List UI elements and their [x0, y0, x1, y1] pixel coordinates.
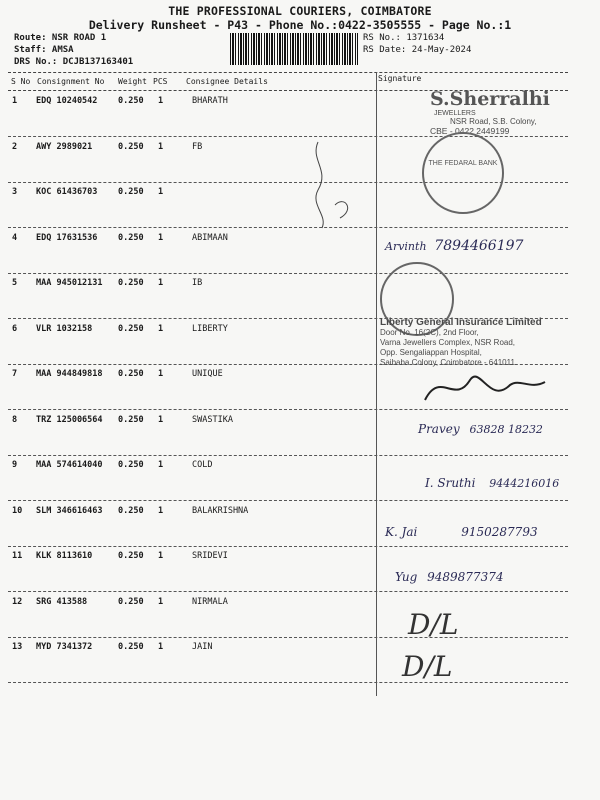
row-weight: 0.250 [118, 232, 144, 243]
row-consignment-no: KOC 61436703 [36, 187, 98, 197]
row-consignment-no: SLM 346616463 [36, 505, 103, 516]
signature-row11: Yug 9489877374 [395, 570, 504, 584]
signature-row7 [420, 360, 550, 420]
row-sno: 1 [12, 96, 18, 106]
row-sno: 10 [12, 505, 23, 516]
row-consignee: BHARATH [192, 96, 228, 106]
row-consignee: LIBERTY [192, 323, 228, 334]
row-consignee: ABIMAAN [192, 232, 228, 243]
row-weight: 0.250 [118, 460, 144, 470]
row11-phone: 9489877374 [427, 570, 504, 584]
row-separator [8, 682, 568, 683]
table-row [8, 593, 568, 638]
company-title: THE PROFESSIONAL COURIERS, COIMBATORE [168, 4, 432, 18]
row-weight: 0.250 [118, 323, 144, 334]
liberty-line2: Varna Jewellers Complex, NSR Road, [380, 338, 516, 347]
row-weight: 0.250 [118, 414, 144, 425]
jewellers-phone: CBE - 0422 2449199 [430, 126, 510, 136]
row10-phone: 9150287793 [461, 525, 538, 539]
row-consignment-no: EDQ 17631536 [36, 232, 98, 243]
row-pcs: 1 [158, 505, 164, 516]
row-consignee: BALAKRISHNA [192, 505, 249, 516]
row-consignment-no: MYD 7341372 [36, 642, 93, 652]
route-label: Route: NSR ROAD 1 [14, 33, 107, 43]
liberty-line3: Opp. Sengaliappan Hospital, [380, 348, 482, 357]
liberty-title: Liberty General Insurance Limited [380, 317, 542, 328]
row-consignment-no: MAA 574614040 [36, 460, 103, 470]
header-top-rule [8, 72, 568, 73]
row-weight: 0.250 [118, 96, 144, 106]
row4-phone: 7894466197 [434, 238, 524, 254]
row-sno: 8 [12, 414, 18, 425]
table-row [8, 274, 568, 319]
row-consignment-no: KLK 8113610 [36, 551, 93, 561]
liberty-line1: Door No. 16(2C), 2nd Floor, [380, 328, 479, 337]
col-head-signature: Signature [378, 74, 422, 83]
row-pcs: 1 [158, 232, 164, 243]
row-sno: 13 [12, 642, 23, 652]
signature-row8: Pravey 63828 18232 [418, 422, 543, 436]
meta-right [363, 32, 471, 56]
row-pcs: 1 [158, 460, 164, 470]
row-sno: 6 [12, 323, 18, 334]
row-consignee: COLD [192, 460, 213, 470]
row-consignment-no: MAA 945012131 [36, 278, 103, 288]
row-pcs: 1 [158, 596, 164, 607]
signature-row13: D/L [402, 650, 453, 683]
row-consignment-no: MAA 944849818 [36, 369, 103, 379]
bank-seal [422, 132, 504, 214]
row-weight: 0.250 [118, 596, 144, 607]
row-sno: 9 [12, 460, 18, 470]
col-head-weight: Weight [118, 77, 147, 86]
row-consignee: SRIDEVI [192, 551, 228, 561]
rs-no: RS No.: 1371634 [363, 33, 445, 43]
col-head-consignment: Consignment No [37, 77, 105, 86]
row-consignee: FB [192, 141, 203, 152]
jewellers-sub: JEWELLERS [434, 110, 476, 117]
row-sno: 4 [12, 232, 18, 243]
barcode [230, 33, 358, 65]
row-weight: 0.250 [118, 141, 144, 152]
row-sno: 11 [12, 551, 23, 561]
row-weight: 0.250 [118, 278, 144, 288]
row-pcs: 1 [158, 642, 164, 652]
liberty-line4: Saibaba Colony, Coimbatore - 641011 [380, 358, 515, 367]
runsheet-subtitle: Delivery Runsheet - P43 - Phone No.:0422-3505555 - Page No.:1 [88, 18, 512, 32]
signature-row12: D/L [408, 608, 459, 641]
row-consignment-no: SRG 413588 [36, 596, 88, 607]
table-row [8, 502, 568, 547]
row-consignee: UNIQUE [192, 369, 223, 379]
drs-label: DRS No.: DCJB137163401 [14, 57, 134, 67]
jewellers-name: S.Sherralhi [430, 88, 550, 110]
row-pcs: 1 [158, 369, 164, 379]
row-consignment-no: VLR 1032158 [36, 323, 93, 334]
col-head-pcs: PCS [153, 77, 168, 86]
row-pcs: 1 [158, 278, 164, 288]
row-weight: 0.250 [118, 369, 144, 379]
row-sno: 5 [12, 278, 18, 288]
row8-phone: 63828 18232 [469, 423, 543, 436]
row-pcs: 1 [158, 414, 164, 425]
row-consignment-no: AWY 2989021 [36, 141, 93, 152]
row-consignee: NIRMALA [192, 596, 228, 607]
table-row [8, 638, 568, 683]
row-pcs: 1 [158, 96, 164, 106]
row-sno: 12 [12, 596, 23, 607]
row-weight: 0.250 [118, 642, 144, 652]
col-head-consignee: Consignee Details [186, 77, 268, 86]
jewellers-address: NSR Road, S.B. Colony, [450, 117, 537, 126]
row-consignee: SWASTIKA [192, 414, 233, 425]
row-consignment-no: TRZ 125006564 [36, 414, 103, 425]
rs-date: RS Date: 24-May-2024 [363, 45, 472, 55]
staff-label: Staff: AMSA [14, 45, 74, 55]
row-weight: 0.250 [118, 187, 144, 197]
row9-phone: 9444216016 [489, 477, 560, 490]
row-sno: 7 [12, 369, 18, 379]
bank-seal-text: THE FEDARAL BANK [428, 160, 498, 167]
row-weight: 0.250 [118, 505, 144, 516]
row-pcs: 1 [158, 551, 164, 561]
col-head-sno: S No [11, 77, 31, 86]
signature-row4: Arvinth 7894466197 [385, 238, 524, 254]
row-consignee: IB [192, 278, 203, 288]
scribble-row2-3 [300, 140, 360, 230]
row-weight: 0.250 [118, 551, 144, 561]
row-pcs: 1 [158, 323, 164, 334]
row-consignment-no: EDQ 10240542 [36, 96, 98, 106]
signature-row9: I. Sruthi 9444216016 [425, 476, 560, 490]
row-consignee: JAIN [192, 642, 213, 652]
signature-row10: K. Jai 9150287793 [385, 525, 538, 539]
meta-left [14, 32, 133, 68]
row-pcs: 1 [158, 187, 164, 197]
row-sno: 2 [12, 141, 18, 152]
row-pcs: 1 [158, 141, 164, 152]
row-sno: 3 [12, 187, 18, 197]
